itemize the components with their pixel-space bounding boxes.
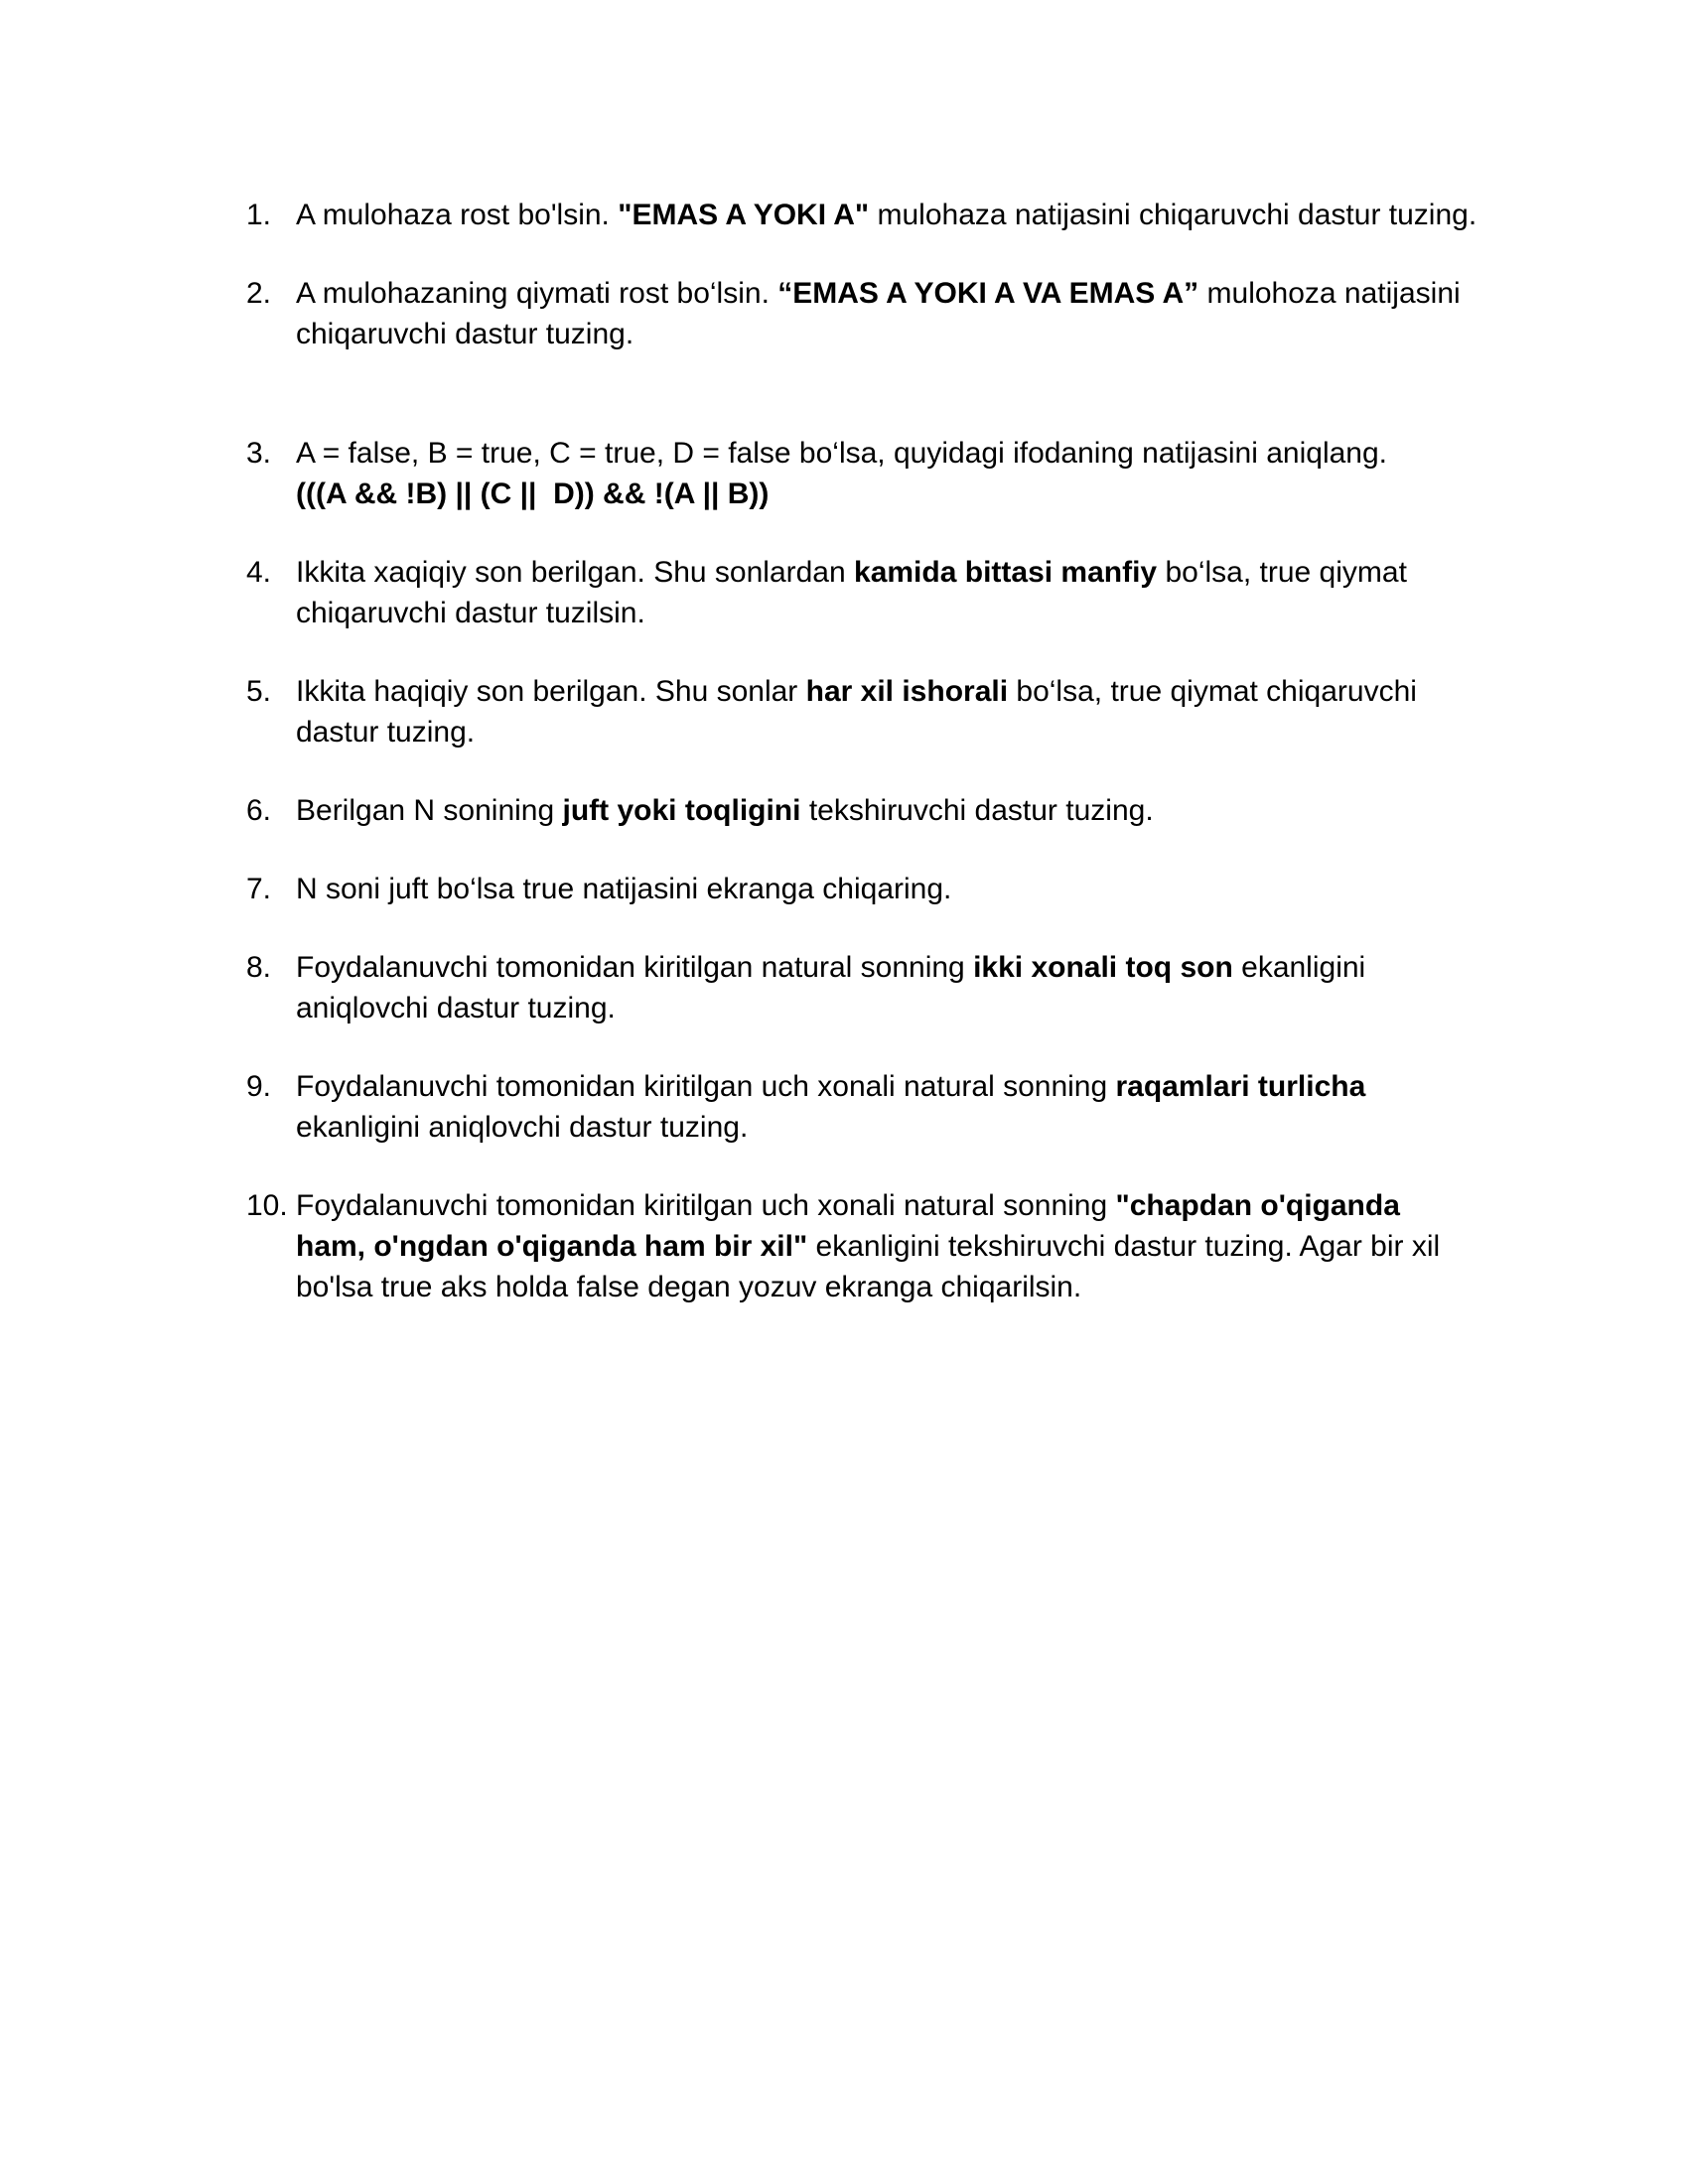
text-run: A mulohazaning qiymati rost bo‘lsin. <box>296 277 778 310</box>
list-item-8 <box>246 947 1477 1028</box>
text-run: ekanligini aniqlovchi dastur tuzing. <box>296 1111 749 1144</box>
text-run: Foydalanuvchi tomonidan kiritilgan uch xonali natural sonning <box>296 1189 1116 1222</box>
text-run: ekanligini aniqlovchi dastur tuzing. <box>296 951 1366 1024</box>
item-text <box>296 433 1477 514</box>
item-text <box>296 1185 1477 1307</box>
text-run: tekshiruvchi dastur tuzing. <box>800 794 1154 827</box>
list-item-4 <box>246 552 1477 633</box>
bold-text-run: "chapdan o'qiganda ham, o'ngdan o'qiganda ham bir xil" <box>296 1189 1400 1263</box>
item-text <box>296 869 1477 909</box>
item-number: 2. <box>246 277 272 310</box>
text-run: A = false, B = true, C = true, D = false bo‘lsa, quyidagi ifodaning natijasini aniqlang. <box>296 437 1388 470</box>
text-run: ekanligini tekshiruvchi dastur tuzing. Agar bir xil bo'lsa true aks holda false degan yozuv ekranga chiqarilsin. <box>296 1230 1441 1303</box>
item-number: 10. <box>246 1189 288 1222</box>
text-run: bo‘lsa, true qiymat chiqaruvchi dastur tuzing. <box>296 675 1417 749</box>
text-run: Ikkita haqiqiy son berilgan. Shu sonlar <box>296 675 806 708</box>
item-number: 1. <box>246 199 272 231</box>
text-run: Berilgan N sonining <box>296 794 563 827</box>
item-text <box>296 671 1477 752</box>
item-number: 7. <box>246 873 272 905</box>
text-run: mulohaza natijasini chiqaruvchi dastur tuzing. <box>869 199 1477 231</box>
text-run: Ikkita xaqiqiy son berilgan. Shu sonlardan <box>296 556 855 589</box>
list-item-3 <box>246 433 1477 514</box>
item-text <box>296 195 1477 235</box>
list-item-1 <box>246 195 1477 235</box>
list-item-7 <box>246 869 1477 909</box>
item-number: 5. <box>246 675 272 708</box>
bold-text-run: juft yoki toqligini <box>562 794 801 827</box>
item-text <box>296 273 1477 354</box>
list-item-9 <box>246 1066 1477 1148</box>
list-item-5 <box>246 671 1477 752</box>
list-item-2 <box>246 273 1477 354</box>
item-text <box>296 947 1477 1028</box>
item-text <box>296 1066 1477 1148</box>
item-number: 9. <box>246 1070 272 1103</box>
item-text <box>296 790 1477 831</box>
exercise-list <box>246 195 1477 1307</box>
bold-text-run: kamida bittasi manfiy <box>854 556 1158 589</box>
text-run: Foydalanuvchi tomonidan kiritilgan natural sonning <box>296 951 974 984</box>
boolean-expression: (((A && !B) || (C || D)) && !(A || B)) <box>296 478 770 510</box>
text-run: bo‘lsa, true qiymat chiqaruvchi dastur tuzilsin. <box>296 556 1407 629</box>
text-run: Foydalanuvchi tomonidan kiritilgan uch xonali natural sonning <box>296 1070 1116 1103</box>
list-item-6 <box>246 790 1477 831</box>
item-number: 8. <box>246 951 272 984</box>
text-run: N soni juft bo‘lsa true natijasini ekranga chiqaring. <box>296 873 952 905</box>
item-number: 4. <box>246 556 272 589</box>
text-run: mulohoza natijasini chiqaruvchi dastur tuzing. <box>296 277 1461 350</box>
bold-text-run: "EMAS A YOKI A" <box>618 199 870 231</box>
list-item-10 <box>246 1185 1477 1307</box>
bold-text-run: raqamlari turlicha <box>1115 1070 1366 1103</box>
item-text <box>296 552 1477 633</box>
item-number: 3. <box>246 437 272 470</box>
item-number: 6. <box>246 794 272 827</box>
bold-text-run: ikki xonali toq son <box>973 951 1233 984</box>
bold-text-run: “EMAS A YOKI A VA EMAS A” <box>777 277 1199 310</box>
bold-text-run: har xil ishorali <box>805 675 1009 708</box>
text-run: A mulohaza rost bo'lsin. <box>296 199 619 231</box>
